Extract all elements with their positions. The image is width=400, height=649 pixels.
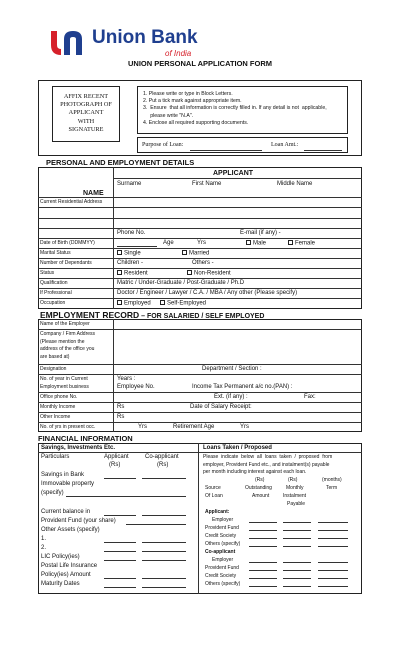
savings-title: Savings, Investments Etc. — [41, 445, 116, 451]
photo-box-line: PHOTOGRAPH OF — [60, 101, 112, 109]
department-label: Department / Section : — [202, 366, 262, 372]
years-current-label — [40, 376, 89, 391]
form-title: UNION PERSONAL APPLICATION FORM — [127, 59, 273, 68]
married-label: Married — [189, 250, 210, 257]
rs-unit-label: (Rs) — [288, 477, 298, 483]
marital-label: Marital Status — [40, 250, 71, 256]
name-label: NAME — [83, 190, 104, 197]
purpose-field[interactable] — [190, 150, 262, 151]
asset-item-2: 2. — [41, 545, 47, 551]
rs-unit-label: (Rs) — [109, 462, 121, 468]
loan-field[interactable] — [283, 570, 311, 571]
dob-label: Date of Birth (DDMMYY) — [40, 240, 95, 246]
maturity-dates-label: Maturity Dates — [41, 581, 80, 587]
loan-field[interactable] — [318, 570, 348, 571]
phone-label: Phone No. — [117, 230, 146, 236]
self-employed-checkbox[interactable] — [160, 300, 165, 305]
brand-subtitle: of India — [165, 49, 192, 58]
loan-applicant-label: Applicant: — [205, 509, 230, 515]
loan-row-employer: Employer — [212, 557, 234, 563]
loan-field[interactable] — [283, 538, 311, 539]
qualification-options[interactable]: Matric / Under-Graduate / Post-Graduate / Ph.D — [117, 280, 245, 286]
loan-field[interactable] — [318, 578, 348, 579]
married-option[interactable] — [182, 250, 209, 258]
term-label: Term — [326, 485, 338, 491]
policy-amount-label: Policy(ies) Amount — [41, 572, 91, 578]
loan-field[interactable] — [318, 586, 348, 587]
photo-box-line: APPLICANT — [68, 109, 104, 117]
loan-field[interactable] — [249, 586, 277, 587]
maturity-applicant-field[interactable] — [104, 587, 136, 588]
female-checkbox[interactable] — [288, 240, 293, 245]
loan-field[interactable] — [318, 562, 348, 563]
loan-row-provident-fund: Provident Fund — [205, 565, 239, 571]
occupation-label: Occupation — [40, 300, 66, 306]
years-current-line: No. of year in Current — [40, 376, 88, 382]
union-bank-logo-icon — [48, 28, 86, 58]
loan-field[interactable] — [249, 546, 277, 547]
loan-row-employer: Employer — [212, 517, 234, 523]
residential-address-label: Current Residential Address — [40, 199, 103, 205]
monthly-label: Monthly — [286, 485, 304, 491]
amount-label: Amount — [252, 493, 270, 499]
loan-field[interactable] — [283, 586, 311, 587]
years-current-line: Employment business — [40, 383, 89, 390]
yrs-label: Yrs — [240, 424, 249, 430]
salary-date-label: Date of Salary Receipt: — [190, 404, 252, 410]
male-checkbox[interactable] — [246, 240, 251, 245]
loan-field[interactable] — [283, 546, 311, 547]
single-label: Single — [124, 250, 141, 257]
other-assets-label: Other Assets (specify) — [41, 527, 100, 533]
maturity-co-applicant-field[interactable] — [142, 587, 186, 588]
first-name-label: First Name — [192, 181, 222, 187]
dependants-label: Number of Dependants — [40, 260, 92, 266]
applicant-col-label: Applicant — [104, 454, 129, 460]
immovable-label: Immovable property — [41, 481, 95, 487]
of-loan-label: Of Loan — [205, 493, 223, 499]
loans-description — [203, 454, 356, 477]
firm-address-line: Company / Firm Address — [40, 331, 96, 337]
others-label: Others - — [192, 260, 214, 266]
years-label: Years : — [117, 376, 136, 382]
yrs-label: Yrs — [197, 240, 206, 246]
female-label: Female — [295, 240, 316, 247]
years-present-label: No. of yrs in present occ. — [40, 424, 96, 430]
male-option[interactable] — [246, 240, 266, 248]
loan-row-credit-society: Credit Society — [205, 573, 237, 579]
asset-item-1: 1. — [41, 536, 47, 542]
lic-co-applicant-field[interactable] — [142, 560, 186, 561]
status-label: Status — [40, 270, 55, 276]
employment-heading-sub: – FOR SALARIED / SELF EMPLOYED — [139, 313, 265, 320]
provident-fund-label: Provident Fund (your share) — [41, 518, 116, 524]
loan-field[interactable] — [318, 546, 348, 547]
firm-address-line: are based at) — [40, 353, 70, 360]
dob-field[interactable] — [117, 246, 157, 247]
rs-unit-label: (Rs) — [157, 462, 169, 468]
loan-field[interactable] — [249, 570, 277, 571]
instruction-line: please write "N.A". — [143, 112, 194, 119]
immovable-field[interactable] — [66, 496, 186, 497]
other-income-label: Other Income — [40, 414, 71, 420]
loan-field[interactable] — [249, 530, 277, 531]
resident-checkbox[interactable] — [117, 270, 122, 275]
single-option[interactable] — [117, 250, 141, 258]
loan-row-credit-society: Credit Society — [205, 533, 237, 539]
source-label: Source — [205, 485, 221, 491]
female-option[interactable] — [288, 240, 315, 248]
applicant-heading: APPLICANT — [213, 170, 254, 177]
loan-row-others: Others (specify) — [205, 541, 241, 547]
instruction-line: 2. Put a tick mark against appropriate item. — [143, 98, 242, 105]
resident-label: Resident — [124, 270, 148, 277]
loan-field[interactable] — [283, 562, 311, 563]
photo-box-line: WITH — [77, 117, 95, 125]
payable-label: Payable — [287, 501, 306, 507]
outstanding-label: Outstanding — [245, 485, 272, 491]
employed-option[interactable] — [117, 300, 151, 308]
balance-applicant-field[interactable] — [104, 515, 136, 516]
loan-field[interactable] — [318, 538, 348, 539]
email-label: E-mail (if any) - — [240, 230, 281, 236]
ext-label: Ext. (if any) : — [214, 394, 248, 400]
firm-address-label — [40, 331, 95, 361]
months-unit-label: (months) — [322, 477, 342, 483]
lic-label: LIC Policy(ies) — [41, 554, 80, 560]
savings-bank-label: Savings in Bank — [41, 472, 85, 478]
co-applicant-col-label: Co-applicant — [145, 454, 179, 460]
loan-field[interactable] — [249, 562, 277, 563]
loan-field[interactable] — [249, 578, 277, 579]
photo-box-line: AFFIX RECENT — [63, 93, 109, 100]
savings-applicant-field[interactable] — [104, 478, 136, 479]
photo-box — [52, 86, 120, 142]
firm-address-line: address of the office you — [40, 346, 95, 352]
asset-2-applicant-field[interactable] — [104, 551, 136, 552]
non-resident-option[interactable] — [187, 270, 231, 278]
employment-heading-main: EMPLOYMENT RECORD — [40, 310, 140, 320]
office-phone-label: Office phone No. — [40, 394, 78, 400]
professional-options[interactable]: Doctor / Engineer / Lawyer / C.A. / MBA / Any other (Please specify) — [117, 290, 298, 296]
lic-applicant-field[interactable] — [104, 560, 136, 561]
loans-description-line: per month including interest against each loan. — [203, 469, 307, 475]
specify-label: (specify) — [41, 490, 64, 496]
employer-label: Name of the Employer — [40, 321, 90, 327]
loan-field[interactable] — [318, 522, 348, 523]
retirement-age-label: Retirement Age — [173, 424, 215, 430]
professional-label: If Professional — [40, 290, 72, 296]
surname-label: Surname — [117, 181, 142, 187]
brand-name: Union Bank — [92, 27, 198, 48]
qualification-label: Qualification — [40, 280, 68, 286]
children-label: Children - — [117, 260, 144, 266]
loan-row-provident-fund: Provident Fund — [205, 525, 239, 531]
middle-name-label: Middle Name — [277, 181, 313, 187]
loan-field[interactable] — [249, 538, 277, 539]
rs-label: Rs — [117, 404, 125, 410]
employee-no-label: Employee No. — [117, 384, 155, 390]
current-balance-label: Current balance in — [41, 509, 91, 515]
provident-fund-field[interactable] — [126, 524, 186, 525]
postal-insurance-label: Postal Life Insurance — [41, 563, 98, 569]
employed-checkbox[interactable] — [117, 300, 122, 305]
rs-unit-label: (Rs) — [255, 477, 265, 483]
loan-amount-field[interactable] — [304, 150, 342, 151]
policy-amount-co-applicant-field[interactable] — [142, 578, 186, 579]
firm-address-line: (Please mention the — [40, 338, 85, 345]
loan-field[interactable] — [318, 530, 348, 531]
instalment-label: Instalment — [283, 493, 307, 499]
instruction-line: 4. Enclose all required supporting documents. — [143, 119, 249, 126]
loans-title: Loans Taken / Proposed — [203, 445, 272, 451]
loan-field[interactable] — [283, 522, 311, 523]
loan-field[interactable] — [283, 530, 311, 531]
loans-description-line: employer, Provident Fund etc., and instalment(s) payable — [203, 461, 330, 468]
asset-2-co-applicant-field[interactable] — [142, 551, 186, 552]
financial-heading: FINANCIAL INFORMATION — [38, 434, 133, 443]
fax-label: Fax: — [304, 394, 316, 400]
non-resident-checkbox[interactable] — [187, 270, 192, 275]
loan-amount-label: Loan Amt.: — [271, 142, 299, 148]
yrs-label: Yrs — [138, 424, 147, 430]
resident-option[interactable] — [117, 270, 148, 278]
particulars-label: Particulars — [41, 454, 70, 460]
purpose-label: Purpose of Loan: — [142, 142, 184, 148]
policy-amount-applicant-field[interactable] — [104, 578, 136, 579]
pan-label: Income Tax Permanent a/c no.(PAN) : — [192, 384, 293, 390]
loans-description-line: Please indicate below all loans taken / proposed from — [203, 454, 333, 460]
self-employed-option[interactable] — [160, 300, 206, 308]
employed-label: Employed — [124, 300, 151, 307]
asset-1-co-applicant-field[interactable] — [142, 542, 186, 543]
personal-heading: PERSONAL AND EMPLOYMENT DETAILS — [46, 158, 195, 167]
asset-1-applicant-field[interactable] — [104, 542, 136, 543]
instruction-line: 1. Please write or type in Block Letters. — [143, 91, 233, 97]
loan-field[interactable] — [283, 578, 311, 579]
savings-co-applicant-field[interactable] — [142, 478, 186, 479]
instruction-line: 3. Ensure that all information is correctly filled in. If any detail is not applicable, — [143, 105, 327, 112]
designation-label: Designation — [40, 366, 67, 372]
non-resident-label: Non-Resident — [194, 270, 231, 277]
rs-label: Rs — [117, 414, 125, 420]
loan-field[interactable] — [249, 522, 277, 523]
self-employed-label: Self-Employed — [167, 300, 207, 307]
monthly-income-label: Monthly Income — [40, 404, 76, 410]
age-label: Age — [163, 240, 174, 246]
male-label: Male — [253, 240, 267, 247]
photo-box-line: SIGNATURE — [68, 125, 104, 133]
balance-co-applicant-field[interactable] — [142, 515, 186, 516]
instructions-box — [137, 86, 348, 134]
single-checkbox[interactable] — [117, 250, 122, 255]
loan-row-others: Others (specify) — [205, 581, 241, 587]
married-checkbox[interactable] — [182, 250, 187, 255]
loan-co-applicant-label: Co-applicant — [205, 549, 236, 555]
